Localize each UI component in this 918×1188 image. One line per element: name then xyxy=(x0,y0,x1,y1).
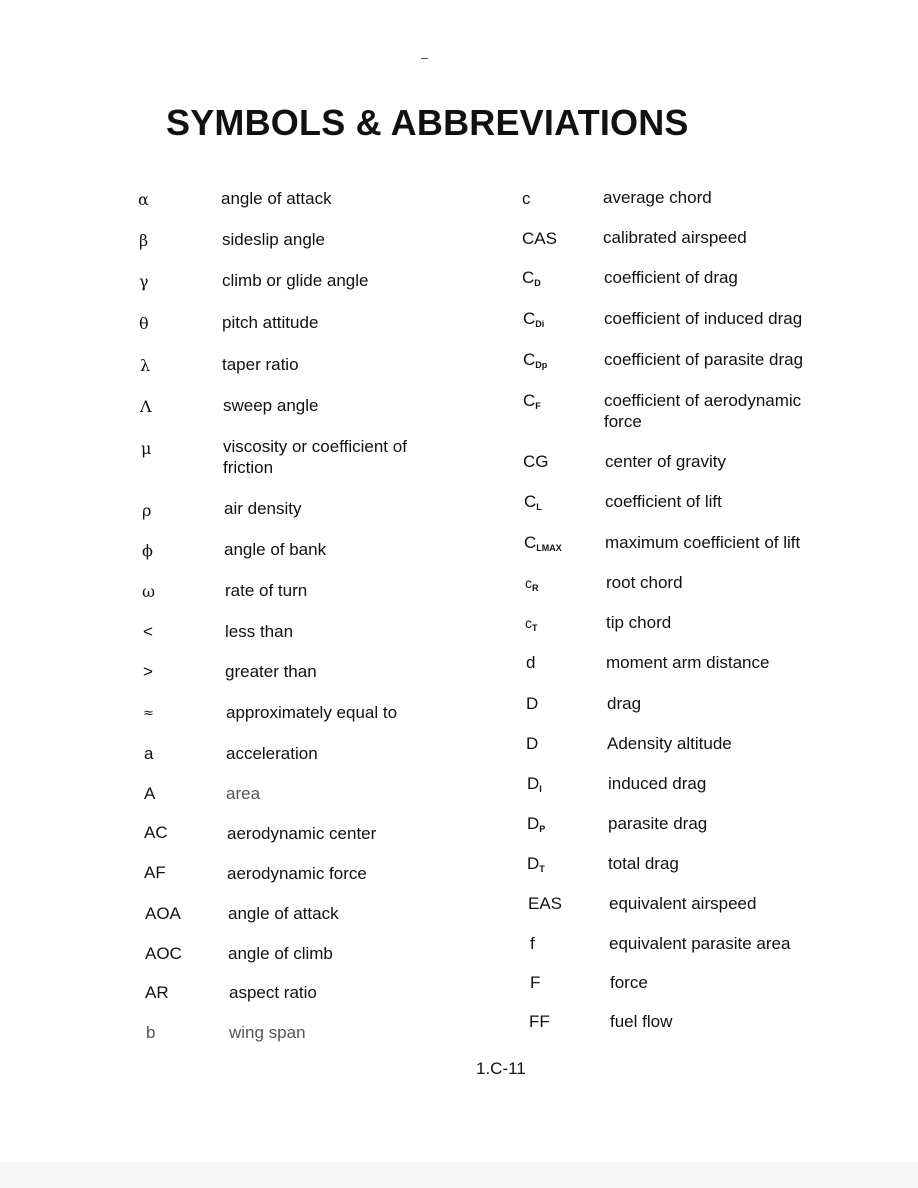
symbol: EAS xyxy=(528,894,563,913)
symbol: AOC xyxy=(145,944,182,963)
definition: calibrated airspeed xyxy=(603,228,747,247)
definition: approximately equal to xyxy=(226,703,398,722)
definition: equivalent airspeed xyxy=(609,894,757,913)
definition: force xyxy=(610,973,648,992)
definition: sideslip angle xyxy=(222,230,326,249)
definition: coefficient of induced drag xyxy=(604,309,803,328)
definition: rate of turn xyxy=(225,581,308,600)
definition: aerodynamic force xyxy=(227,864,367,883)
symbol: $C_F$ xyxy=(523,391,541,411)
definition: acceleration xyxy=(226,744,318,763)
symbol: D xyxy=(526,734,539,753)
symbol: > xyxy=(143,662,153,681)
symbol: A xyxy=(144,784,156,803)
symbol: b xyxy=(146,1023,156,1042)
page-top-mark xyxy=(421,58,428,59)
symbol: β xyxy=(139,231,149,250)
definition: moment arm distance xyxy=(606,653,770,672)
symbol: D xyxy=(526,694,539,713)
symbol: Λ xyxy=(140,397,152,416)
symbol: $D_I$ xyxy=(527,774,542,794)
page-title: SYMBOLS & ABBREVIATIONS xyxy=(166,102,689,143)
symbol: CG xyxy=(523,452,549,471)
symbol: CAS xyxy=(522,229,557,248)
definition: air density xyxy=(224,499,302,518)
symbol: $C_{Di}$ xyxy=(523,309,545,329)
symbol: $D_T$ xyxy=(527,854,545,874)
definition: aerodynamic center xyxy=(227,824,377,843)
symbol: c xyxy=(522,189,531,208)
definition: coefficient of drag xyxy=(604,268,738,287)
definition: angle of attack xyxy=(228,904,339,923)
symbol: α xyxy=(138,190,149,209)
symbol: ϕ xyxy=(142,541,153,560)
symbol: θ xyxy=(139,314,149,333)
symbol: d xyxy=(526,653,536,672)
symbol: $C_{LMAX}$ xyxy=(524,533,562,553)
definition: total drag xyxy=(608,854,679,873)
definition: drag xyxy=(607,694,642,713)
definition: maximum coefficient of lift xyxy=(605,533,801,552)
definition: pitch attitude xyxy=(222,313,319,332)
symbol: a xyxy=(144,744,154,763)
symbol: F xyxy=(530,973,541,992)
definition: angle of attack xyxy=(221,189,332,208)
page-bottom-edge xyxy=(0,1162,918,1188)
definition: fuel flow xyxy=(610,1012,673,1031)
definition: equivalent parasite area xyxy=(609,934,791,953)
definition: sweep angle xyxy=(223,396,319,415)
definition: tip chord xyxy=(606,613,672,632)
definition: area xyxy=(226,784,261,803)
symbol: < xyxy=(143,622,153,641)
symbol: AOA xyxy=(145,904,181,923)
symbol: ρ xyxy=(142,501,152,520)
definition: wing span xyxy=(229,1023,306,1042)
definition: coefficient of lift xyxy=(605,492,722,511)
symbol: $C_L$ xyxy=(524,492,542,512)
symbol: AF xyxy=(144,863,166,882)
definition: average chord xyxy=(603,188,712,207)
definition: induced drag xyxy=(608,774,707,793)
symbol: FF xyxy=(529,1012,550,1031)
symbol: ≈ xyxy=(143,706,154,721)
symbol: $c_R$ xyxy=(525,575,539,593)
definition: less than xyxy=(225,622,294,641)
symbol: $c_T$ xyxy=(525,615,538,633)
symbol: λ xyxy=(140,356,151,375)
symbol: AR xyxy=(145,983,169,1002)
definition: taper ratio xyxy=(222,355,299,374)
definition: climb or glide angle xyxy=(222,271,369,290)
symbol: AC xyxy=(144,823,168,842)
definition: angle of climb xyxy=(228,944,333,963)
definition: viscosity or coefficient of friction xyxy=(223,437,407,477)
definition: parasite drag xyxy=(608,814,708,833)
symbol: $C_D$ xyxy=(522,268,541,288)
page-number: 1.C-11 xyxy=(476,1059,526,1078)
definition: coefficient of parasite drag xyxy=(604,350,804,369)
definition: aspect ratio xyxy=(229,983,317,1002)
symbol: $C_{Dp}$ xyxy=(523,350,548,370)
symbol: μ xyxy=(141,439,152,458)
symbol: $D_P$ xyxy=(527,814,546,834)
definition: angle of bank xyxy=(224,540,327,559)
definition: root chord xyxy=(606,573,683,592)
definition: coefficient of aerodynamic force xyxy=(604,391,802,431)
symbol: f xyxy=(530,934,535,953)
symbol: γ xyxy=(139,272,149,291)
definition: greater than xyxy=(225,662,317,681)
definition: center of gravity xyxy=(605,452,726,471)
symbol: ω xyxy=(142,582,156,601)
definition: Adensity altitude xyxy=(607,734,732,753)
